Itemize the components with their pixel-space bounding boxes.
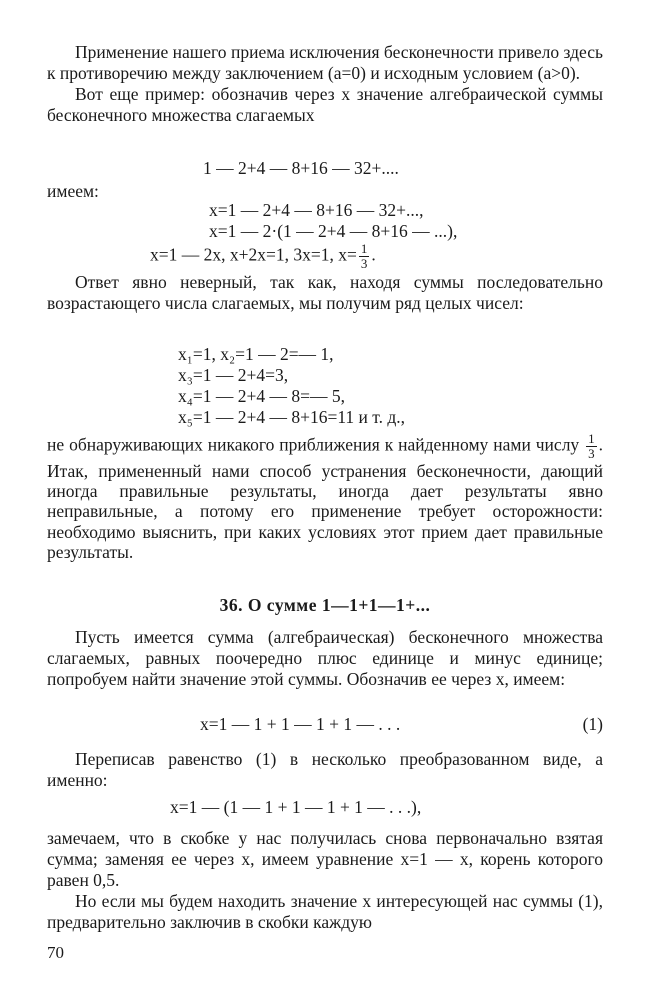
equation-3-text: x=1 — 2x, x+2x=1, 3x=1, x= bbox=[150, 244, 357, 265]
partial-sum-4: x₄=1 — 2+4 — 8=— 5, bbox=[178, 386, 345, 406]
equation-2: x=1 — 2·(1 — 2+4 — 8+16 — ...), bbox=[209, 221, 458, 241]
equation-rewrite: x=1 — (1 — 1 + 1 — 1 + 1 — . . .), bbox=[170, 797, 422, 817]
page-number: 70 bbox=[47, 943, 64, 962]
paragraph-4 bbox=[47, 272, 603, 314]
series-formula: 1 — 2+4 — 8+16 — 32+.... bbox=[203, 158, 399, 178]
equation-3: x=1 — 2x, x+2x=1, 3x=1, x= $\frac{1}{3}$ . bbox=[150, 241, 376, 271]
equation-main bbox=[47, 714, 603, 736]
partial-sum-5: x₅=1 — 2+4 — 8+16=11 и т. д., bbox=[178, 407, 406, 427]
paragraph-8-text: замечаем, что в скобке у нас получилась снова первоначально взятая сумма; заменяя ее через x, имеем уравнение x=1 — x, корень которого равен 0,5. bbox=[47, 828, 603, 890]
equation-main-text: x=1 — 1 + 1 — 1 + 1 — . . . bbox=[200, 714, 401, 734]
paragraph-3-text: имеем: bbox=[47, 181, 99, 201]
partial-sum-3: x₃=1 — 2+4=3, bbox=[178, 365, 289, 385]
paragraph-5-text: не обнаруживающих никакого приближения к найденному нами числу $\frac{1}{3}$ . Итак, примененный нами способ устранения бесконечности, дающий иногда правильные результаты, иногда дает результаты явно неправильные, а потому его применение требует осторожности: необходимо выяснить, при каких условиях этот прием дает правильные результаты. bbox=[47, 431, 603, 562]
equation-1: x=1 — 2+4 — 8+16 — 32+..., bbox=[209, 200, 424, 220]
paragraph-1-text: Применение нашего приема исключения бесконечности привело здесь к противоречию между заключением (a=0) и исходным условием (a>0). bbox=[47, 42, 603, 83]
fraction-one-third-inline: $\frac{1}{3}$ bbox=[588, 431, 595, 461]
paragraph-3 bbox=[47, 181, 603, 202]
partial-sum-1-2: x₁=1, x₂=1 — 2=— 1, bbox=[178, 344, 334, 364]
paragraph-2-text: Вот еще пример: обозначив через x значение алгебраической суммы бесконечного множества слагаемых bbox=[47, 84, 603, 125]
equation-number: (1) bbox=[582, 714, 603, 734]
paragraph-7-text: Переписав равенство (1) в несколько преобразованном виде, а именно: bbox=[47, 749, 603, 790]
paragraph-9-text: Но если мы будем находить значение x интересующей нас суммы (1), предварительно заключив в скобки каждую bbox=[47, 891, 603, 932]
paragraph-6 bbox=[47, 627, 603, 690]
paragraph-4-text: Ответ явно неверный, так как, находя суммы последовательно возрастающего числа слагаемых, мы получим ряд целых чисел: bbox=[47, 272, 603, 313]
paragraph-1 bbox=[47, 42, 603, 126]
paragraph-7 bbox=[47, 749, 603, 791]
paragraph-6-text: Пусть имеется сумма (алгебраическая) бесконечного множества слагаемых, равных поочередно плюс единице и минус единице; попробуем найти значение этой суммы. Обозначив ее через x, имеем: bbox=[47, 627, 603, 689]
paragraph-5 bbox=[47, 432, 603, 562]
section-heading: 36. О сумме 1—1+1—1+... bbox=[219, 595, 431, 615]
paragraph-8 bbox=[47, 828, 603, 933]
fraction-one-third: $\frac{1}{3}$ bbox=[360, 241, 368, 271]
